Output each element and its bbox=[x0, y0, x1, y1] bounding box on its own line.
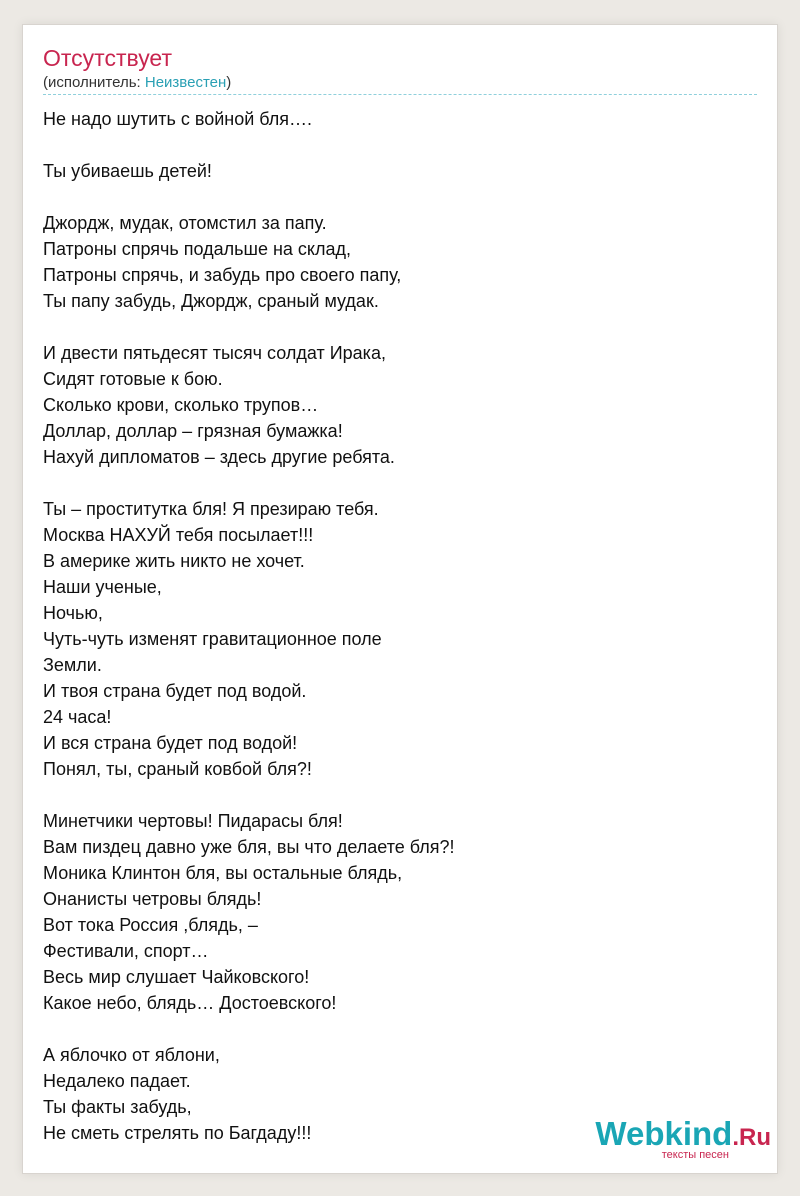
lyrics-line: Недалеко падает. bbox=[43, 1071, 191, 1091]
lyrics-line: Вот тока Россия ,блядь, – bbox=[43, 915, 258, 935]
lyrics-line: Ночью, bbox=[43, 603, 103, 623]
lyrics-line: Фестивали, спорт… bbox=[43, 941, 209, 961]
lyrics-line: Минетчики чертовы! Пидарасы бля! bbox=[43, 811, 343, 831]
webkind-logo[interactable] bbox=[581, 1115, 771, 1165]
lyrics-sheet bbox=[22, 24, 778, 1174]
lyrics-line: Ты убиваешь детей! bbox=[43, 161, 212, 181]
lyrics-line: 24 часа! bbox=[43, 707, 112, 727]
title-divider bbox=[43, 94, 757, 95]
lyrics-line: Не сметь стрелять по Багдаду!!! bbox=[43, 1123, 312, 1143]
artist-suffix: ) bbox=[226, 74, 232, 91]
lyrics-line: Понял, ты, сраный ковбой бля?! bbox=[43, 759, 312, 779]
lyrics-body bbox=[43, 106, 743, 1146]
lyrics-line: Моника Клинтон бля, вы остальные блядь, bbox=[43, 863, 403, 883]
lyrics-line: А яблочко от яблони, bbox=[43, 1045, 220, 1065]
lyrics-line: Весь мир слушает Чайковского! bbox=[43, 967, 310, 987]
lyrics-stanza bbox=[43, 210, 743, 314]
lyrics-line: Нахуй дипломатов – здесь другие ребята. bbox=[43, 447, 395, 467]
lyrics-line: Ты папу забудь, Джордж, сраный мудак. bbox=[43, 291, 379, 311]
lyrics-line: И двести пятьдесят тысяч солдат Ирака, bbox=[43, 343, 386, 363]
lyrics-line: Чуть-чуть изменят гравитационное поле bbox=[43, 629, 382, 649]
lyrics-line: Земли. bbox=[43, 655, 102, 675]
lyrics-stanza bbox=[43, 340, 743, 470]
lyrics-line: Патроны спрячь, и забудь про своего папу, bbox=[43, 265, 402, 285]
song-title: Отсутствует bbox=[43, 45, 172, 71]
lyrics-line: Вам пиздец давно уже бля, вы что делаете бля?! bbox=[43, 837, 455, 857]
lyrics-line: Сколько крови, сколько трупов… bbox=[43, 395, 319, 415]
lyrics-line: И твоя страна будет под водой. bbox=[43, 681, 307, 701]
lyrics-line: Джордж, мудак, отомстил за папу. bbox=[43, 213, 327, 233]
logo-tagline: тексты песен bbox=[661, 1149, 729, 1161]
lyrics-line: Патроны спрячь подальше на склад, bbox=[43, 239, 352, 259]
lyrics-stanza bbox=[43, 808, 743, 1016]
lyrics-stanza bbox=[43, 158, 743, 184]
logo-tld: .Ru bbox=[732, 1124, 771, 1151]
lyrics-stanza bbox=[43, 496, 743, 782]
lyrics-line: И вся страна будет под водой! bbox=[43, 733, 298, 753]
logo-name: Webkind bbox=[595, 1115, 733, 1152]
lyrics-line: Ты – проститутка бля! Я презираю тебя. bbox=[43, 499, 379, 519]
lyrics-line: Какое небо, блядь… Достоевского! bbox=[43, 993, 337, 1013]
lyrics-stanza bbox=[43, 106, 743, 132]
artist-prefix: (исполнитель: bbox=[43, 74, 145, 91]
lyrics-line: Доллар, доллар – грязная бумажка! bbox=[43, 421, 343, 441]
lyrics-line: Онанисты четровы блядь! bbox=[43, 889, 262, 909]
lyrics-line: Ты факты забудь, bbox=[43, 1097, 192, 1117]
artist-link[interactable]: Неизвестен bbox=[144, 74, 227, 91]
lyrics-line: Не надо шутить с войной бля…. bbox=[43, 109, 313, 129]
lyrics-line: В америке жить никто не хочет. bbox=[43, 551, 305, 571]
lyrics-line: Сидят готовые к бою. bbox=[43, 369, 223, 389]
lyrics-line: Наши ученые, bbox=[43, 577, 162, 597]
lyrics-line: Москва НАХУЙ тебя посылает!!! bbox=[43, 525, 314, 545]
artist-line bbox=[43, 73, 231, 93]
